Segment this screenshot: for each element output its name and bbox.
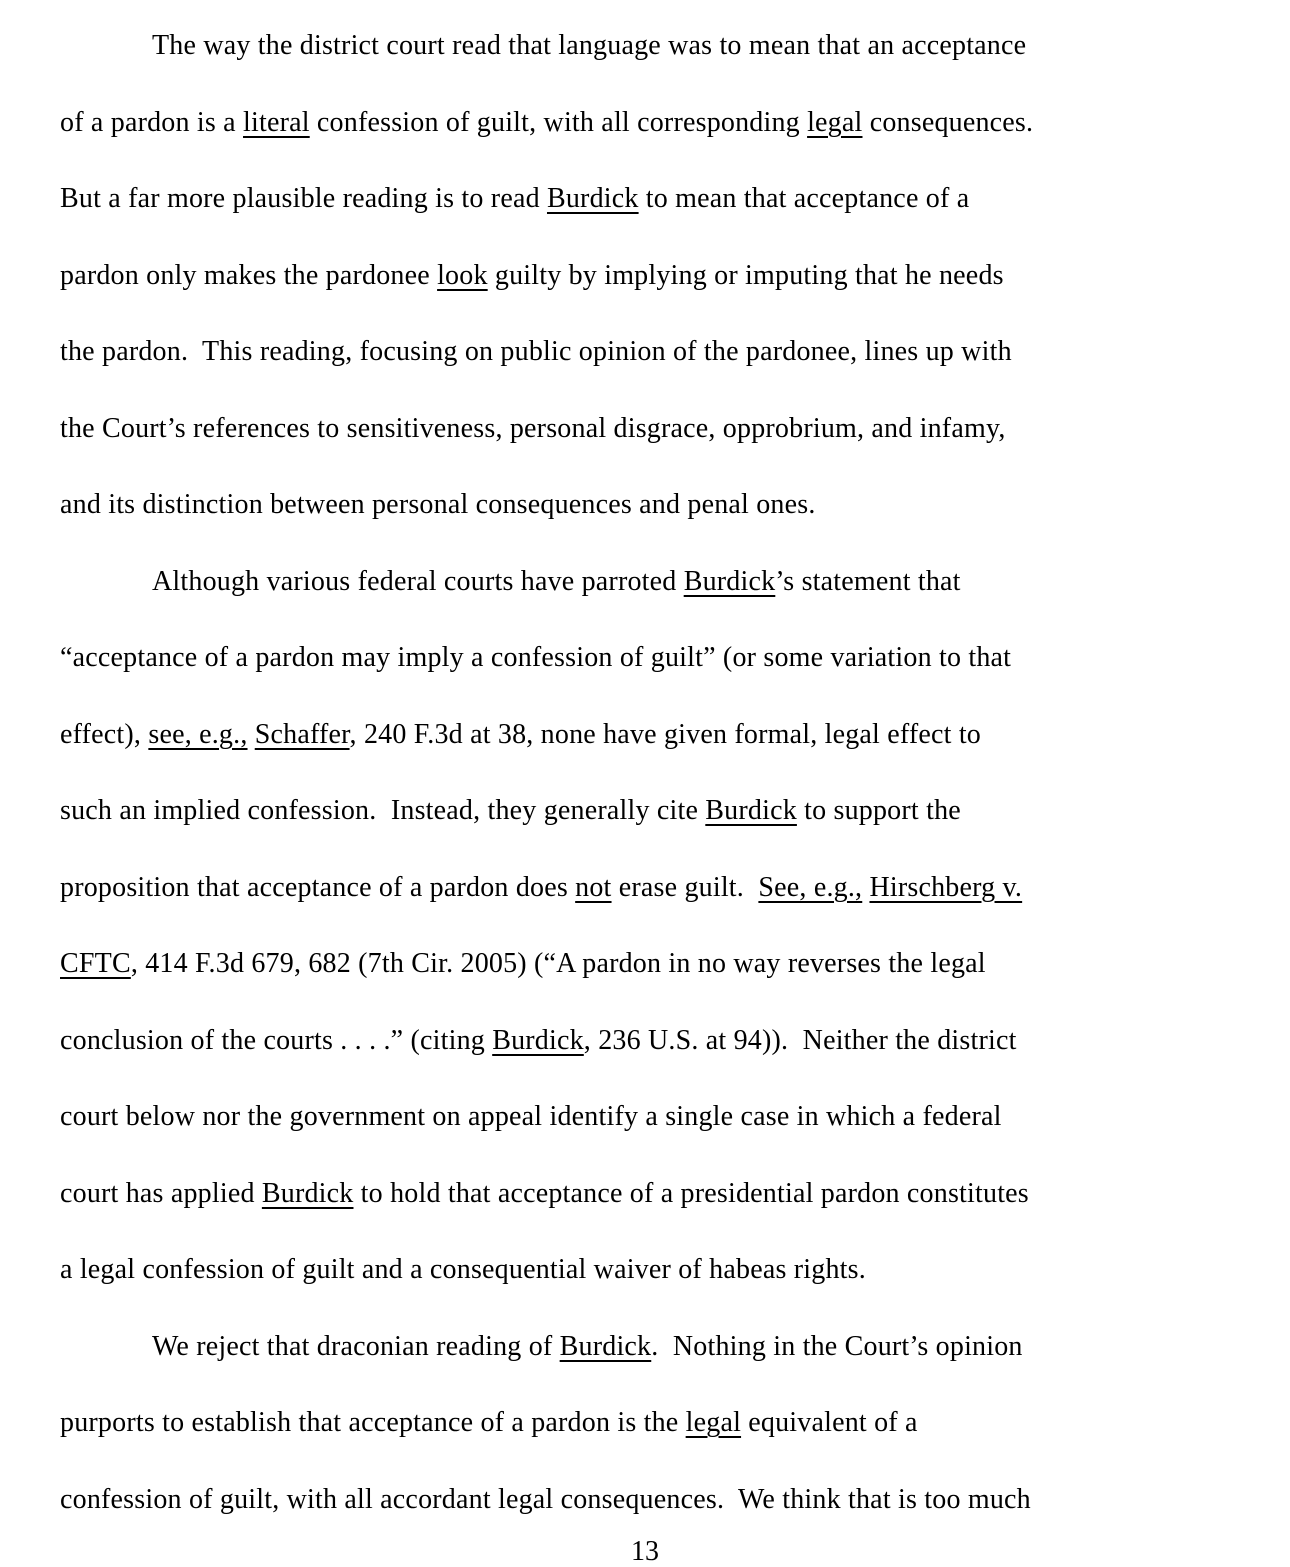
text-line [60,391,1235,468]
underlined-text-segment: CFTC [60,948,131,979]
text-segment [248,719,255,750]
text-segment: court has applied [60,1177,262,1209]
text-segment: confession of guilt, with all corresponding [309,106,808,138]
document-body [60,8,1235,1538]
text-line [60,773,1235,850]
text-segment: confession of guilt, with all accordant legal consequences. We think that is too much [60,1483,1031,1515]
text-line [60,314,1235,391]
paragraph-3 [60,1309,1235,1539]
text-segment: Although various federal courts have parroted [152,565,684,597]
underlined-text-segment: Burdick [559,1330,652,1362]
text-line [60,1309,1235,1386]
text-line [60,926,1235,1003]
text-segment: a legal confession of guilt and a consequential waiver of habeas rights. [60,1254,866,1285]
text-line [60,697,1235,774]
text-segment: effect), [60,718,149,750]
text-segment: The way the district court read that language was to mean that an acceptance [152,30,1027,61]
text-line [60,1156,1235,1233]
text-segment: proposition that acceptance of a pardon does [60,871,576,903]
text-segment: and its distinction between personal consequences and penal ones. [60,489,816,520]
underlined-text-segment: Burdick [705,795,797,826]
underlined-text-segment: Burdick [492,1024,584,1056]
text-line [60,544,1235,621]
text-segment: to hold that acceptance of a presidential pardon constitutes [353,1177,1029,1209]
text-line [60,8,1235,85]
text-segment: . Nothing in the Court’s opinion [651,1330,1023,1362]
text-line [60,1385,1235,1462]
text-segment: consequences. [862,106,1034,138]
text-line [60,620,1235,697]
text-line [60,1462,1235,1539]
text-line [60,1079,1235,1156]
text-segment: to support the [796,795,961,826]
underlined-text-segment: Hirschberg v. [869,871,1023,903]
text-segment: ’s statement that [775,565,961,597]
text-line [60,1232,1235,1309]
text-segment: , 414 F.3d 679, 682 (7th Cir. 2005) (“A pardon in no way reverses the legal [130,948,986,979]
underlined-text-segment: Burdick [546,183,639,214]
underlined-text-segment: Burdick [683,565,776,597]
underlined-text-segment: see, e.g., [148,718,248,750]
underlined-text-segment: legal [685,1407,742,1438]
paragraph-2 [60,544,1235,1309]
text-segment: to mean that acceptance of a [638,183,970,214]
underlined-text-segment: Schaffer [254,718,350,750]
text-line [60,238,1235,315]
text-segment: , 236 U.S. at 94)). Neither the district [583,1024,1017,1056]
underlined-text-segment: look [437,259,488,291]
text-segment: purports to establish that acceptance of a pardon is the [60,1407,686,1438]
text-segment: such an implied confession. Instead, they generally cite [60,795,706,826]
text-line [60,850,1235,927]
page-number: 13 [631,1536,659,1567]
underlined-text-segment: legal [807,106,863,138]
text-segment: equivalent of a [741,1407,918,1438]
underlined-text-segment: not [575,871,612,903]
text-segment: the pardon. This reading, focusing on public opinion of the pardonee, lines up with [60,336,1012,367]
text-line [60,85,1235,162]
text-segment: erase guilt. [611,871,759,903]
text-line [60,467,1235,544]
text-segment: “acceptance of a pardon may imply a confession of guilt” (or some variation to that [60,642,1012,673]
text-line [60,161,1235,238]
text-segment: guilty by implying or imputing that he needs [487,259,1004,291]
text-segment: But a far more plausible reading is to read [60,183,547,214]
text-segment: pardon only makes the pardonee [60,259,438,291]
underlined-text-segment: literal [243,106,310,138]
text-segment: court below nor the government on appeal identify a single case in which a federal [60,1101,1002,1132]
text-segment: We reject that draconian reading of [152,1330,560,1362]
text-segment: conclusion of the courts . . . .” (citing [60,1024,493,1056]
text-segment: the Court’s references to sensitiveness, personal disgrace, opprobrium, and infamy, [60,412,1006,444]
underlined-text-segment: Burdick [261,1177,354,1209]
paragraph-1 [60,8,1235,544]
underlined-text-segment: See, e.g., [758,871,863,903]
text-line [60,1003,1235,1080]
text-segment: , 240 F.3d at 38, none have given formal, legal effect to [349,718,982,750]
text-segment: of a pardon is a [60,106,244,138]
